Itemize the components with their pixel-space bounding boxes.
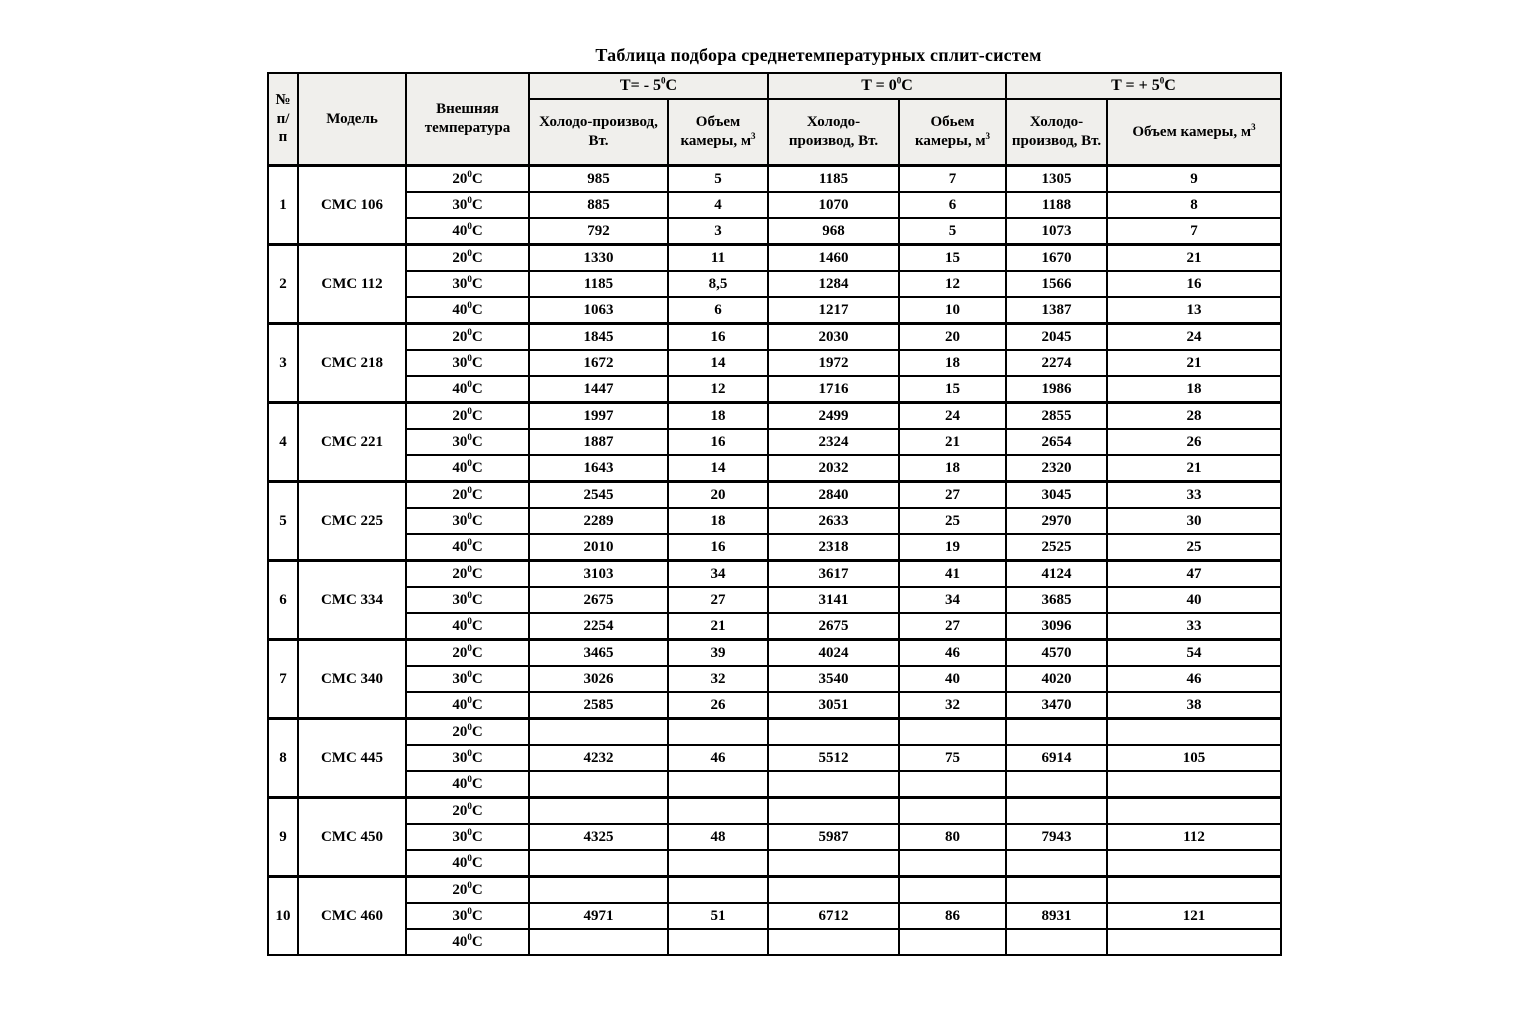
model-cell: СМС 218 bbox=[298, 324, 406, 403]
value-cell bbox=[529, 929, 668, 955]
value-cell: 16 bbox=[668, 324, 768, 351]
model-cell: СМС 334 bbox=[298, 561, 406, 640]
value-cell bbox=[768, 929, 899, 955]
value-cell: 24 bbox=[899, 403, 1006, 430]
value-cell bbox=[1107, 929, 1281, 955]
value-cell bbox=[668, 929, 768, 955]
value-cell: 2254 bbox=[529, 613, 668, 640]
table-row bbox=[268, 824, 1281, 850]
value-cell bbox=[668, 877, 768, 904]
value-cell: 2289 bbox=[529, 508, 668, 534]
value-cell: 112 bbox=[1107, 824, 1281, 850]
table-row bbox=[268, 218, 1281, 245]
value-cell: 1845 bbox=[529, 324, 668, 351]
value-cell: 3685 bbox=[1006, 587, 1107, 613]
value-cell: 3470 bbox=[1006, 692, 1107, 719]
value-cell: 46 bbox=[899, 640, 1006, 667]
value-cell: 34 bbox=[899, 587, 1006, 613]
row-number-cell: 1 bbox=[268, 166, 298, 245]
value-cell: 9 bbox=[1107, 166, 1281, 193]
value-cell: 20 bbox=[899, 324, 1006, 351]
table-row bbox=[268, 482, 1281, 509]
table-row bbox=[268, 561, 1281, 588]
header-group-t-minus-5: $T= - 5^0C$ bbox=[529, 73, 768, 99]
external-temp-cell: $30^0C$ bbox=[406, 903, 529, 929]
value-cell: 21 bbox=[668, 613, 768, 640]
value-cell bbox=[899, 771, 1006, 798]
row-number-cell: 8 bbox=[268, 719, 298, 798]
external-temp-cell: $30^0C$ bbox=[406, 745, 529, 771]
value-cell: 2499 bbox=[768, 403, 899, 430]
value-cell: 968 bbox=[768, 218, 899, 245]
value-cell bbox=[768, 719, 899, 746]
header-group-t-plus-5: T = + $5^0C$ bbox=[1006, 73, 1281, 99]
value-cell: 5512 bbox=[768, 745, 899, 771]
external-temp-cell: $40^0C$ bbox=[406, 297, 529, 324]
value-cell: 5 bbox=[668, 166, 768, 193]
header-row-groups bbox=[268, 73, 1281, 99]
value-cell: 1305 bbox=[1006, 166, 1107, 193]
value-cell: 4024 bbox=[768, 640, 899, 667]
value-cell bbox=[1107, 850, 1281, 877]
value-cell: 39 bbox=[668, 640, 768, 667]
model-cell: СМС 460 bbox=[298, 877, 406, 956]
value-cell: 2585 bbox=[529, 692, 668, 719]
value-cell bbox=[529, 877, 668, 904]
value-cell: 7 bbox=[899, 166, 1006, 193]
model-cell: СМС 225 bbox=[298, 482, 406, 561]
model-cell: СМС 450 bbox=[298, 798, 406, 877]
table-row bbox=[268, 692, 1281, 719]
table-row bbox=[268, 297, 1281, 324]
value-cell: 4124 bbox=[1006, 561, 1107, 588]
row-number-cell: 2 bbox=[268, 245, 298, 324]
external-temp-cell: $40^0C$ bbox=[406, 613, 529, 640]
value-cell: 1070 bbox=[768, 192, 899, 218]
value-cell: 4020 bbox=[1006, 666, 1107, 692]
value-cell: 3096 bbox=[1006, 613, 1107, 640]
value-cell: 792 bbox=[529, 218, 668, 245]
value-cell bbox=[529, 850, 668, 877]
value-cell: 46 bbox=[1107, 666, 1281, 692]
value-cell: 1887 bbox=[529, 429, 668, 455]
model-cell: СМС 106 bbox=[298, 166, 406, 245]
value-cell: 10 bbox=[899, 297, 1006, 324]
value-cell: 1716 bbox=[768, 376, 899, 403]
row-number-cell: 5 bbox=[268, 482, 298, 561]
value-cell: 32 bbox=[668, 666, 768, 692]
value-cell: 8,5 bbox=[668, 271, 768, 297]
external-temp-cell: $40^0C$ bbox=[406, 376, 529, 403]
page-title: Таблица подбора среднетемпературных сплит-систем bbox=[595, 45, 1042, 65]
value-cell: 41 bbox=[899, 561, 1006, 588]
external-temp-cell: $40^0C$ bbox=[406, 850, 529, 877]
value-cell: 21 bbox=[1107, 455, 1281, 482]
value-cell: 33 bbox=[1107, 613, 1281, 640]
value-cell: 19 bbox=[899, 534, 1006, 561]
value-cell: 24 bbox=[1107, 324, 1281, 351]
value-cell: 1670 bbox=[1006, 245, 1107, 272]
value-cell: 1387 bbox=[1006, 297, 1107, 324]
value-cell: 1063 bbox=[529, 297, 668, 324]
row-number-cell: 6 bbox=[268, 561, 298, 640]
value-cell: 985 bbox=[529, 166, 668, 193]
header-num-line: п bbox=[278, 129, 288, 146]
value-cell: 1460 bbox=[768, 245, 899, 272]
value-cell: 1185 bbox=[529, 271, 668, 297]
value-cell: 3540 bbox=[768, 666, 899, 692]
value-cell bbox=[899, 929, 1006, 955]
header-num bbox=[268, 73, 298, 166]
value-cell bbox=[668, 719, 768, 746]
value-cell bbox=[899, 877, 1006, 904]
value-cell bbox=[899, 719, 1006, 746]
header-num-line: № bbox=[275, 91, 291, 108]
value-cell: 5 bbox=[899, 218, 1006, 245]
table-row bbox=[268, 455, 1281, 482]
value-cell: 20 bbox=[668, 482, 768, 509]
value-cell: 30 bbox=[1107, 508, 1281, 534]
row-number-cell: 9 bbox=[268, 798, 298, 877]
value-cell bbox=[668, 771, 768, 798]
value-cell: 1986 bbox=[1006, 376, 1107, 403]
value-cell: 21 bbox=[899, 429, 1006, 455]
external-temp-cell: $40^0C$ bbox=[406, 929, 529, 955]
value-cell: 21 bbox=[1107, 350, 1281, 376]
external-temp-cell: $20^0C$ bbox=[406, 561, 529, 588]
value-cell bbox=[899, 850, 1006, 877]
value-cell bbox=[768, 850, 899, 877]
value-cell: 12 bbox=[899, 271, 1006, 297]
value-cell: 26 bbox=[1107, 429, 1281, 455]
header-external-temperature: Внешняя температура bbox=[406, 73, 529, 166]
header-chamber-volume-2: Обьем камеры, $м^3$ bbox=[899, 99, 1006, 166]
external-temp-cell: $30^0C$ bbox=[406, 587, 529, 613]
split-systems-table bbox=[267, 72, 1282, 956]
external-temp-cell: $30^0C$ bbox=[406, 350, 529, 376]
value-cell: 2030 bbox=[768, 324, 899, 351]
value-cell: 4 bbox=[668, 192, 768, 218]
value-cell: 2654 bbox=[1006, 429, 1107, 455]
value-cell: 21 bbox=[1107, 245, 1281, 272]
table-row bbox=[268, 850, 1281, 877]
table-row bbox=[268, 798, 1281, 825]
table-row bbox=[268, 376, 1281, 403]
value-cell bbox=[529, 798, 668, 825]
value-cell bbox=[768, 798, 899, 825]
value-cell: 3 bbox=[668, 218, 768, 245]
value-cell: 1643 bbox=[529, 455, 668, 482]
external-temp-cell: $20^0C$ bbox=[406, 245, 529, 272]
value-cell: 51 bbox=[668, 903, 768, 929]
value-cell bbox=[668, 798, 768, 825]
value-cell: 40 bbox=[1107, 587, 1281, 613]
value-cell: 2840 bbox=[768, 482, 899, 509]
value-cell: 4971 bbox=[529, 903, 668, 929]
value-cell: 2045 bbox=[1006, 324, 1107, 351]
value-cell: 1073 bbox=[1006, 218, 1107, 245]
value-cell: 2010 bbox=[529, 534, 668, 561]
table-row bbox=[268, 666, 1281, 692]
value-cell: 18 bbox=[668, 508, 768, 534]
value-cell bbox=[1006, 850, 1107, 877]
value-cell: 6 bbox=[899, 192, 1006, 218]
value-cell: 2675 bbox=[768, 613, 899, 640]
table-row bbox=[268, 719, 1281, 746]
external-temp-cell: $20^0C$ bbox=[406, 877, 529, 904]
value-cell: 3141 bbox=[768, 587, 899, 613]
value-cell: 7 bbox=[1107, 218, 1281, 245]
value-cell: 3051 bbox=[768, 692, 899, 719]
value-cell: 1447 bbox=[529, 376, 668, 403]
external-temp-cell: $40^0C$ bbox=[406, 771, 529, 798]
header-cooling-capacity-3: Холодо- производ, Вт. bbox=[1006, 99, 1107, 166]
value-cell bbox=[1006, 771, 1107, 798]
row-number-cell: 10 bbox=[268, 877, 298, 956]
external-temp-cell: $20^0C$ bbox=[406, 640, 529, 667]
value-cell bbox=[529, 719, 668, 746]
value-cell: 25 bbox=[1107, 534, 1281, 561]
table-row bbox=[268, 587, 1281, 613]
value-cell: 105 bbox=[1107, 745, 1281, 771]
external-temp-cell: $30^0C$ bbox=[406, 192, 529, 218]
external-temp-cell: $40^0C$ bbox=[406, 534, 529, 561]
value-cell: 3103 bbox=[529, 561, 668, 588]
external-temp-cell: $20^0C$ bbox=[406, 482, 529, 509]
value-cell: 27 bbox=[899, 613, 1006, 640]
value-cell bbox=[899, 798, 1006, 825]
value-cell: 38 bbox=[1107, 692, 1281, 719]
table-row bbox=[268, 771, 1281, 798]
value-cell: 16 bbox=[668, 534, 768, 561]
value-cell bbox=[1006, 929, 1107, 955]
table-row bbox=[268, 640, 1281, 667]
value-cell: 18 bbox=[899, 350, 1006, 376]
value-cell: 2855 bbox=[1006, 403, 1107, 430]
model-cell: СМС 445 bbox=[298, 719, 406, 798]
value-cell: 4570 bbox=[1006, 640, 1107, 667]
value-cell: 2970 bbox=[1006, 508, 1107, 534]
external-temp-cell: $40^0C$ bbox=[406, 218, 529, 245]
table-row bbox=[268, 534, 1281, 561]
external-temp-cell: $30^0C$ bbox=[406, 271, 529, 297]
value-cell: 34 bbox=[668, 561, 768, 588]
value-cell: 121 bbox=[1107, 903, 1281, 929]
value-cell bbox=[1006, 877, 1107, 904]
table-row bbox=[268, 324, 1281, 351]
value-cell: 11 bbox=[668, 245, 768, 272]
value-cell: 2633 bbox=[768, 508, 899, 534]
external-temp-cell: $30^0C$ bbox=[406, 824, 529, 850]
header-cooling-capacity-1: Холодо-производ, Вт. bbox=[529, 99, 668, 166]
value-cell: 1997 bbox=[529, 403, 668, 430]
value-cell bbox=[1006, 798, 1107, 825]
value-cell: 27 bbox=[668, 587, 768, 613]
header-group-t-0: $T = 0^0C$ bbox=[768, 73, 1006, 99]
value-cell: 7943 bbox=[1006, 824, 1107, 850]
external-temp-cell: $20^0C$ bbox=[406, 403, 529, 430]
value-cell bbox=[1107, 877, 1281, 904]
table-row bbox=[268, 429, 1281, 455]
external-temp-cell: $30^0C$ bbox=[406, 429, 529, 455]
row-number-cell: 3 bbox=[268, 324, 298, 403]
value-cell: 1672 bbox=[529, 350, 668, 376]
value-cell: 16 bbox=[1107, 271, 1281, 297]
table-row bbox=[268, 508, 1281, 534]
header-model: Модель bbox=[298, 73, 406, 166]
value-cell bbox=[768, 877, 899, 904]
value-cell: 2032 bbox=[768, 455, 899, 482]
value-cell: 2274 bbox=[1006, 350, 1107, 376]
value-cell bbox=[768, 771, 899, 798]
value-cell: 4232 bbox=[529, 745, 668, 771]
value-cell: 27 bbox=[899, 482, 1006, 509]
value-cell bbox=[1006, 719, 1107, 746]
value-cell: 32 bbox=[899, 692, 1006, 719]
header-chamber-volume-3: Объем камеры, $м^3$ bbox=[1107, 99, 1281, 166]
value-cell: 48 bbox=[668, 824, 768, 850]
value-cell bbox=[1107, 771, 1281, 798]
value-cell: 3026 bbox=[529, 666, 668, 692]
value-cell: 3045 bbox=[1006, 482, 1107, 509]
table-row bbox=[268, 613, 1281, 640]
model-cell: СМС 221 bbox=[298, 403, 406, 482]
value-cell bbox=[1107, 719, 1281, 746]
value-cell: 47 bbox=[1107, 561, 1281, 588]
value-cell: 13 bbox=[1107, 297, 1281, 324]
table-row bbox=[268, 245, 1281, 272]
value-cell: 18 bbox=[668, 403, 768, 430]
value-cell: 2525 bbox=[1006, 534, 1107, 561]
value-cell: 18 bbox=[899, 455, 1006, 482]
external-temp-cell: $20^0C$ bbox=[406, 798, 529, 825]
value-cell bbox=[529, 771, 668, 798]
value-cell: 1185 bbox=[768, 166, 899, 193]
table-row bbox=[268, 903, 1281, 929]
value-cell: 18 bbox=[1107, 376, 1281, 403]
external-temp-cell: $20^0C$ bbox=[406, 166, 529, 193]
value-cell: 14 bbox=[668, 350, 768, 376]
row-number-cell: 4 bbox=[268, 403, 298, 482]
value-cell: 14 bbox=[668, 455, 768, 482]
value-cell: 54 bbox=[1107, 640, 1281, 667]
value-cell: 15 bbox=[899, 376, 1006, 403]
value-cell: 12 bbox=[668, 376, 768, 403]
value-cell: 1566 bbox=[1006, 271, 1107, 297]
table-row bbox=[268, 350, 1281, 376]
value-cell: 16 bbox=[668, 429, 768, 455]
value-cell: 2545 bbox=[529, 482, 668, 509]
external-temp-cell: $20^0C$ bbox=[406, 719, 529, 746]
value-cell: 80 bbox=[899, 824, 1006, 850]
value-cell: 1188 bbox=[1006, 192, 1107, 218]
value-cell: 6914 bbox=[1006, 745, 1107, 771]
table-row bbox=[268, 271, 1281, 297]
value-cell: 1217 bbox=[768, 297, 899, 324]
value-cell: 2324 bbox=[768, 429, 899, 455]
header-chamber-volume-1: Объем камеры, $м^3$ bbox=[668, 99, 768, 166]
model-cell: СМС 112 bbox=[298, 245, 406, 324]
row-number-cell: 7 bbox=[268, 640, 298, 719]
value-cell: 33 bbox=[1107, 482, 1281, 509]
value-cell: 1330 bbox=[529, 245, 668, 272]
value-cell: 2675 bbox=[529, 587, 668, 613]
value-cell: 15 bbox=[899, 245, 1006, 272]
value-cell: 26 bbox=[668, 692, 768, 719]
value-cell: 3465 bbox=[529, 640, 668, 667]
table-row bbox=[268, 403, 1281, 430]
table-body bbox=[268, 166, 1281, 956]
model-cell: СМС 340 bbox=[298, 640, 406, 719]
value-cell: 3617 bbox=[768, 561, 899, 588]
header-cooling-capacity-2: Холодо- производ, Вт. bbox=[768, 99, 899, 166]
value-cell: 28 bbox=[1107, 403, 1281, 430]
value-cell: 1284 bbox=[768, 271, 899, 297]
value-cell: 1972 bbox=[768, 350, 899, 376]
value-cell: 75 bbox=[899, 745, 1006, 771]
value-cell: 2318 bbox=[768, 534, 899, 561]
value-cell: 5987 bbox=[768, 824, 899, 850]
value-cell: 2320 bbox=[1006, 455, 1107, 482]
value-cell: 4325 bbox=[529, 824, 668, 850]
value-cell: 8 bbox=[1107, 192, 1281, 218]
external-temp-cell: $20^0C$ bbox=[406, 324, 529, 351]
external-temp-cell: $30^0C$ bbox=[406, 666, 529, 692]
value-cell: 8931 bbox=[1006, 903, 1107, 929]
table-row bbox=[268, 877, 1281, 904]
table-row bbox=[268, 929, 1281, 955]
value-cell: 86 bbox=[899, 903, 1006, 929]
value-cell: 40 bbox=[899, 666, 1006, 692]
table-row bbox=[268, 192, 1281, 218]
value-cell: 25 bbox=[899, 508, 1006, 534]
header-num-line: п/ bbox=[276, 110, 290, 127]
value-cell: 46 bbox=[668, 745, 768, 771]
value-cell: 885 bbox=[529, 192, 668, 218]
value-cell bbox=[1107, 798, 1281, 825]
value-cell: 6 bbox=[668, 297, 768, 324]
value-cell: 6712 bbox=[768, 903, 899, 929]
value-cell bbox=[668, 850, 768, 877]
external-temp-cell: $30^0C$ bbox=[406, 508, 529, 534]
table-row bbox=[268, 166, 1281, 193]
external-temp-cell: $40^0C$ bbox=[406, 455, 529, 482]
table-row bbox=[268, 745, 1281, 771]
external-temp-cell: $40^0C$ bbox=[406, 692, 529, 719]
